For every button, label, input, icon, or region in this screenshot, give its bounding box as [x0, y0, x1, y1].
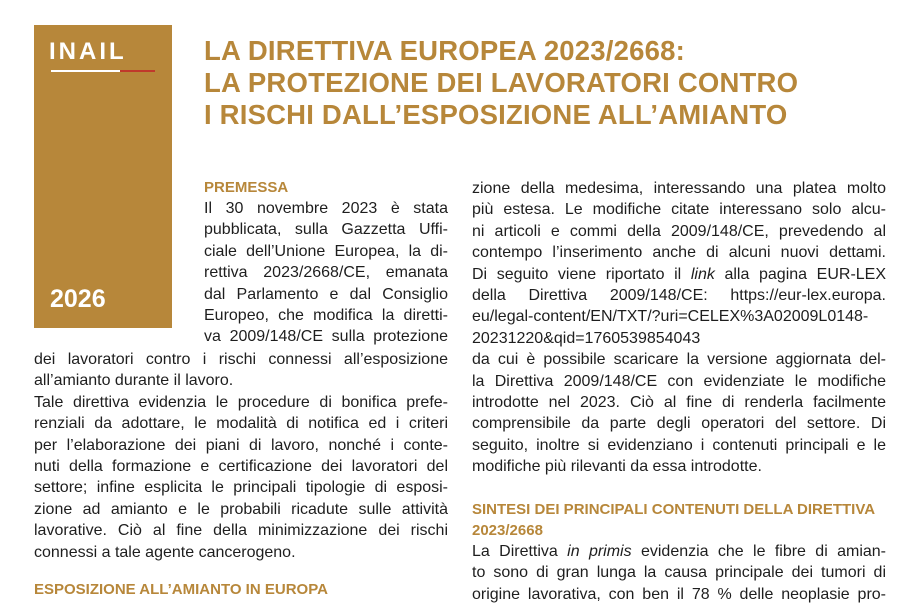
text-line: Il 30 novembre 2023 è stata — [204, 200, 448, 217]
text-line: ciale dell’Unione Europea, la di- — [204, 242, 448, 260]
text-line: to sono di gran lunga la causa principale dei tumori di — [472, 564, 886, 582]
text-line: ni articoli e commi della 2009/148/CE, prevedendo al — [472, 222, 886, 240]
premessa-heading: PREMESSA — [204, 179, 289, 196]
text-line — [472, 264, 886, 285]
premessa-section — [204, 177, 448, 348]
link-outro-text: alla pagina EUR-LEX — [714, 265, 887, 283]
url-line[interactable]: eu/legal-content/EN/TXT/?uri=CELEX%3A02009L0148- — [472, 308, 869, 326]
sintesi-paragraph — [472, 541, 886, 605]
paragraph-procedures — [34, 392, 448, 563]
sintesi-heading — [472, 499, 886, 541]
text-line: la Direttiva 2009/148/CE con evidenziate le modifiche — [472, 372, 886, 390]
text-line: renziali da adottare, le modalità di notifica ed i criteri — [34, 415, 448, 433]
url-line[interactable]: 20231220&qid=1760539854043 — [472, 329, 701, 347]
paragraph-modifiche — [472, 178, 886, 478]
text-line: dal Parlamento e dal Consiglio — [204, 285, 448, 303]
premessa-continuation — [34, 349, 448, 392]
text-line: all’amianto durante il lavoro. — [34, 372, 234, 390]
link-word: link — [690, 265, 715, 283]
text-line: modifiche più rilevanti da essa introdotte. — [472, 458, 762, 476]
page-title: LA DIRETTIVA EUROPEA 2023/2668: LA PROTEZIONE DEI LAVORATORI CONTRO I RISCHI DALL’ESPOSIZIONE ALL’AMIANTO — [204, 35, 799, 130]
text-line: Tale direttiva evidenzia le procedure di bonifica prefe- — [34, 393, 448, 411]
right-column — [472, 178, 886, 605]
in-primis-italic: in primis — [567, 542, 632, 560]
text-line: zione ad amianto e le probabili ricadute sulle attività — [34, 500, 448, 518]
text-line: per l’elaborazione dei piani di lavoro, nonché i conte- — [34, 436, 448, 454]
text-line: più estesa. Le modifiche citate interessano solo alcu- — [472, 201, 886, 219]
text-line: contempo l’inserimento anche di alcuni nuovi dettami. — [472, 244, 886, 262]
text-line: introdotte nel 2023. Ciò al fine di renderla facilmente — [472, 394, 886, 412]
sintesi-outro-text: evidenzia che le fibre di amian- — [631, 542, 886, 560]
text-line: Europeo, che modifica la diretti- — [204, 307, 448, 325]
text-line: dei lavoratori contro i rischi connessi all’esposizione — [34, 351, 448, 368]
heading-line: 2023/2668 — [472, 521, 543, 539]
text-line: da cui è possibile scaricare la versione aggiornata del- — [472, 351, 886, 369]
text-line: rettiva 2023/2668/CE, emanata — [204, 264, 448, 282]
text-line: origine lavorativa, con ben il 78 % delle neoplasie pro- — [472, 585, 886, 603]
heading-line: SINTESI DEI PRINCIPALI CONTENUTI DELLA DIRETTIVA — [472, 500, 876, 518]
text-line: seguito, inoltre si evidenziano i contenuti principali e le — [472, 436, 886, 454]
url-line[interactable]: della Direttiva 2009/148/CE: https://eur-lex.europa. — [472, 287, 886, 305]
logo-flag-stripe — [51, 70, 155, 72]
text-line: comprensibile da parte degli operatori del settore. Di — [472, 415, 886, 433]
text-line: lavorative. Ciò al fine della minimizzazione dei rischi — [34, 522, 448, 540]
text-line: pubblicata, sulla Gazzetta Uffi- — [204, 221, 448, 239]
sintesi-intro-text: La Direttiva — [472, 542, 568, 560]
text-line: nuti della formazione e certificazione dei lavoratori del — [34, 458, 448, 476]
left-column-body — [34, 349, 448, 600]
text-line: connessi a tale agente cancerogeno. — [34, 543, 296, 561]
text-line: va 2009/148/CE sulla protezione — [204, 328, 448, 346]
europa-heading: ESPOSIZIONE ALL’AMIANTO IN EUROPA — [34, 581, 328, 599]
inail-logo: INAIL — [49, 38, 127, 65]
brand-panel — [34, 25, 172, 328]
text-line — [472, 541, 886, 562]
year-label: 2026 — [50, 285, 106, 313]
text-line: zione della medesima, interessando una platea molto — [472, 180, 886, 197]
text-line: settore; infine esplicita le principali tipologie di esposi- — [34, 479, 448, 497]
premessa-paragraph — [204, 198, 448, 348]
link-intro-text: Di seguito viene riportato il — [472, 265, 691, 283]
